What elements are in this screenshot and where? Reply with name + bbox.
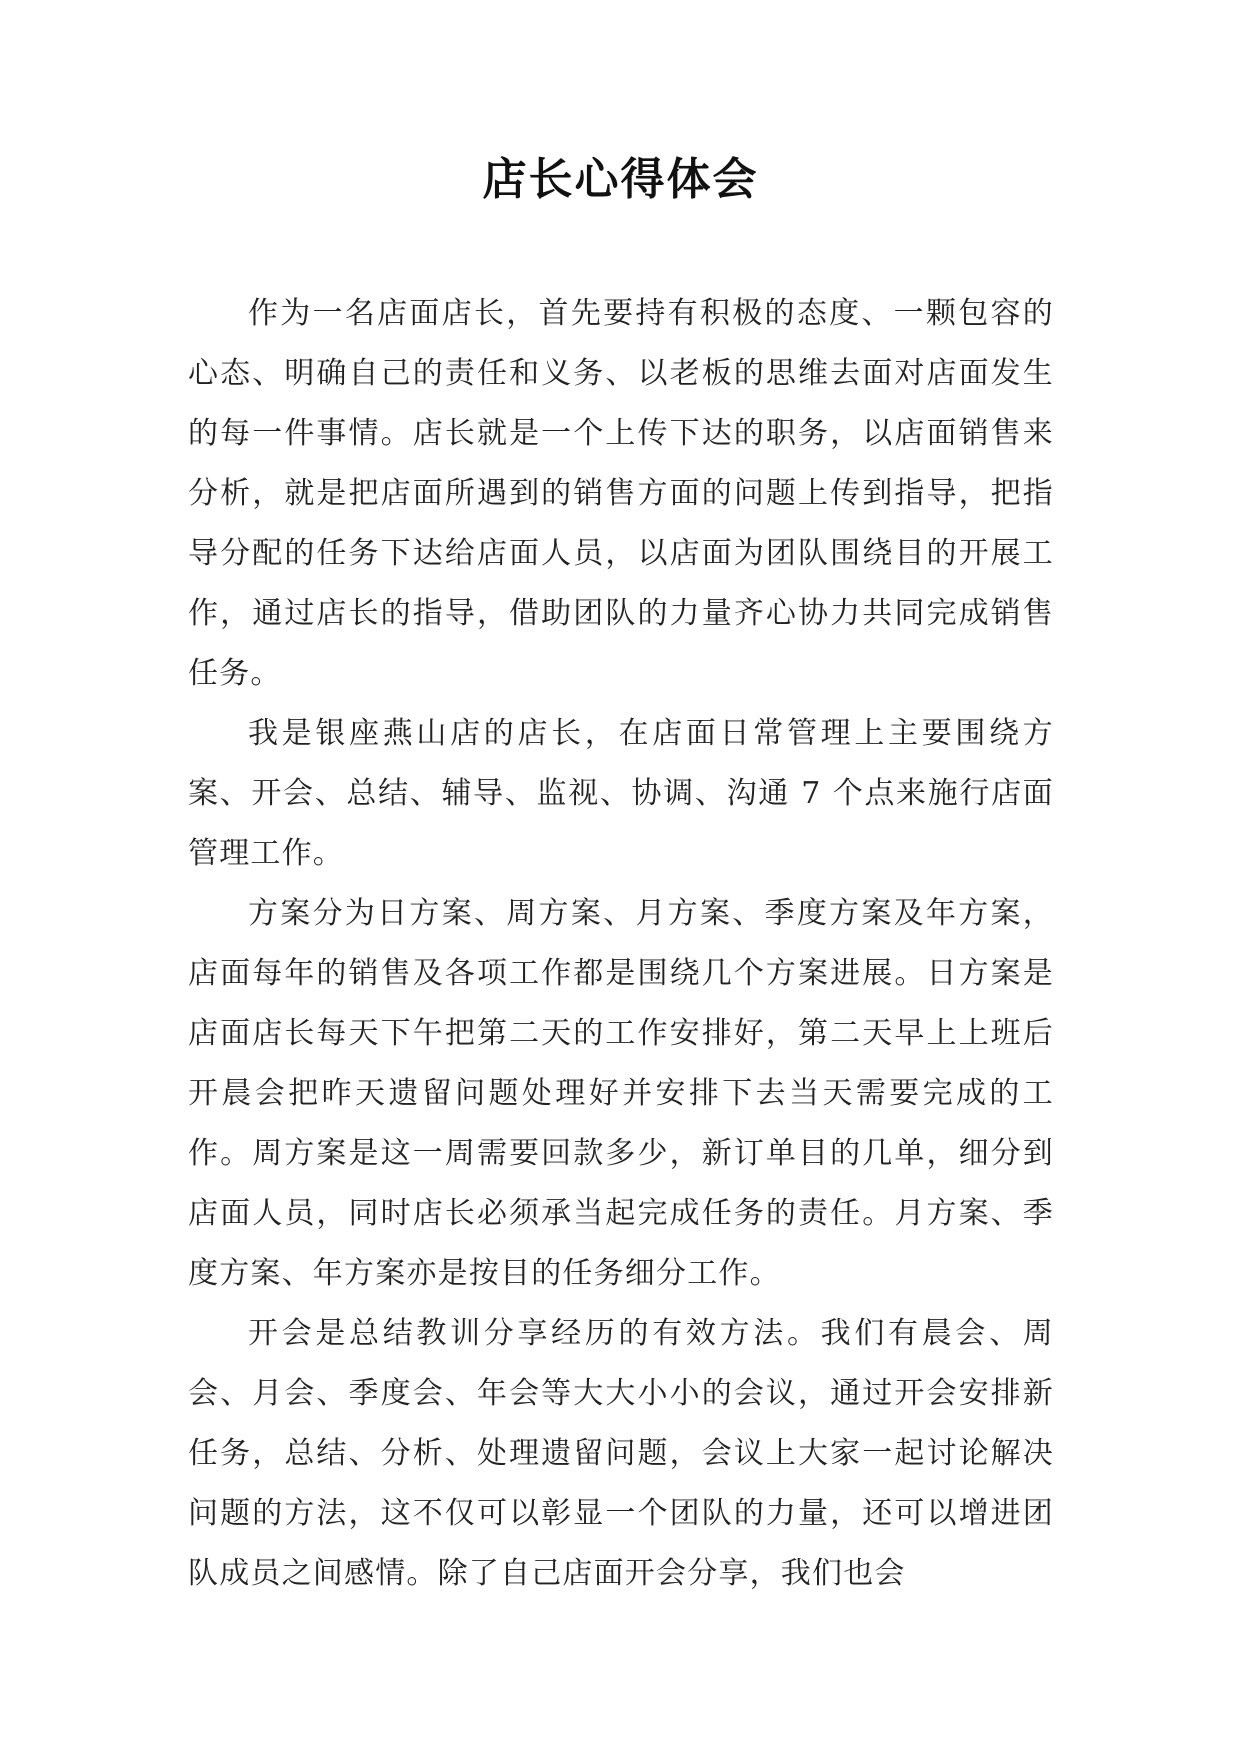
document-body: [188, 284, 1054, 1604]
paragraph: 开会是总结教训分享经历的有效方法。我们有晨会、周会、月会、季度会、年会等大大小小的会议，通过开会安排新任务，总结、分析、处理遗留问题，会议上大家一起讨论解决问题的方法，这不仅可以彰显一个团队的力量，还可以增进团队成员之间感情。除了自己店面开会分享，我们也会: [188, 1316, 1054, 1591]
paragraph: 方案分为日方案、周方案、月方案、季度方案及年方案，店面每年的销售及各项工作都是围绕几个方案进展。日方案是店面店长每天下午把第二天的工作安排好，第二天早上上班后开晨会把昨天遗留问题处理好并安排下去当天需要完成的工作。周方案是这一周需要回款多少，新订单目的几单，细分到店面人员，同时店长必须承当起完成任务的责任。月方案、季度方案、年方案亦是按目的任务细分工作。: [188, 896, 1054, 1291]
paragraph: 作为一名店面店长，首先要持有积极的态度、一颗包容的心态、明确自己的责任和义务、以老板的思维去面对店面发生的每一件事情。店长就是一个上传下达的职务，以店面销售来分析，就是把店面所遇到的销售方面的问题上传到指导，把指导分配的任务下达给店面人员，以店面为团队围绕目的开展工作，通过店长的指导，借助团队的力量齐心协力共同完成销售任务。: [188, 296, 1054, 691]
paragraph: 我是银座燕山店的店长，在店面日常管理上主要围绕方案、开会、总结、辅导、监视、协调、沟通 7 个点来施行店面管理工作。: [188, 716, 1054, 871]
document-title: 店长心得体会: [482, 154, 759, 205]
